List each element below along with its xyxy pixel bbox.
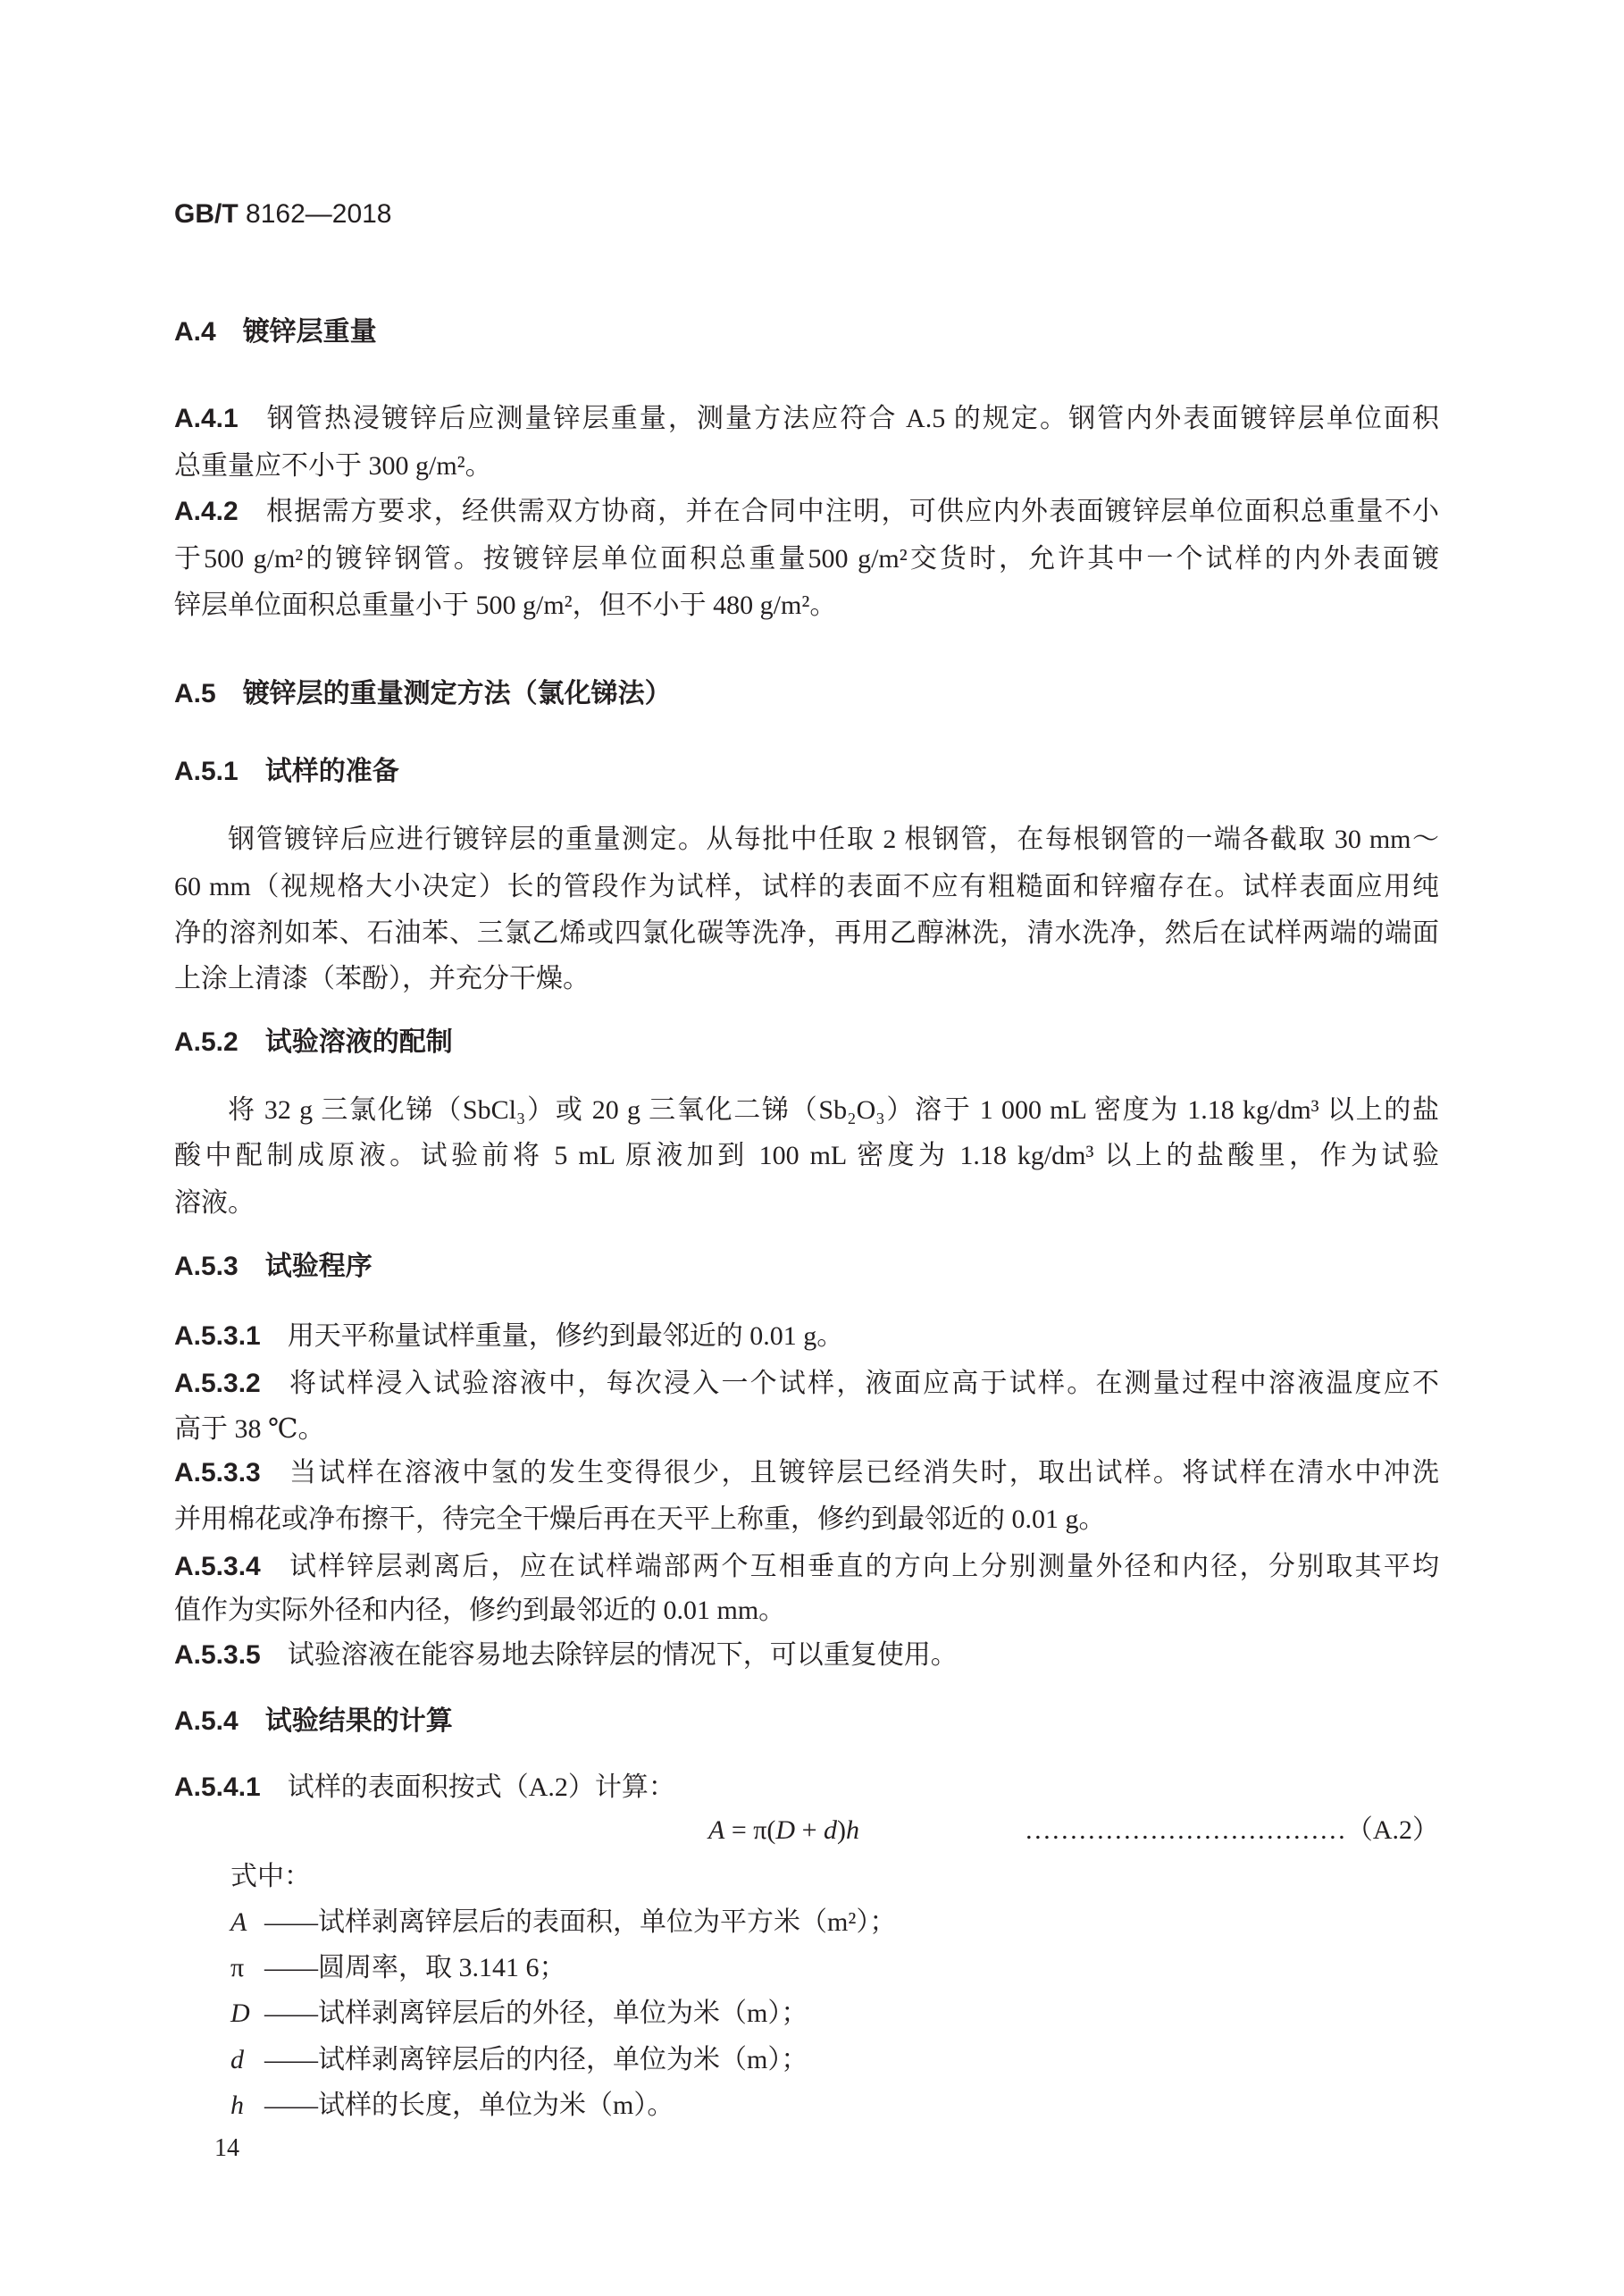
clause-a5-3-4-line [174,1588,1439,1634]
paragraph-text: 净的溶剂如苯、石油苯、三氯乙烯或四氯化碳等洗净，再用乙醇淋洗，清水洗净，然后在试样两端的端面 [174,918,1439,948]
formula-symbol: π [753,1815,767,1845]
paragraph-text: 60 mm（视规格大小决定）长的管段作为试样，试样的表面不应有粗糙面和锌瘤存在。试样表面应用纯 [174,872,1439,901]
clause-a4-2-line [174,489,1439,535]
where-label: 式中： [230,1862,311,1891]
formula-operator: = [724,1815,754,1845]
formula-operator: + [795,1815,824,1845]
clause-number: A.5.3.3 [174,1458,261,1487]
definition-item [230,2082,1439,2129]
definition-text: ——试样剥离锌层后的内径，单位为米（m）； [264,2045,808,2074]
section-number: A.4 [174,317,216,347]
clause-number: A.4.1 [174,404,239,433]
paragraph-line [174,956,1439,1002]
formula-symbol: d [824,1815,837,1845]
clause-text: 将试样浸入试验溶液中，每次浸入一个试样，液面应高于试样。在测量过程中溶液温度应不 [287,1369,1439,1398]
clause-text: 根据需方要求，经供需双方协商，并在合同中注明，可供应内外表面镀锌层单位面积总重量不小 [264,497,1439,526]
clause-number: A.5.3.5 [174,1640,261,1670]
subsection-number: A.5.2 [174,1027,239,1057]
clause-text: 总重量应不小于 300 g/m²。 [174,451,492,481]
clause-number: A.5.4.1 [174,1772,261,1802]
clause-text: 于500 g/m²的镀锌钢管。按镀锌层单位面积总重量500 g/m²交货时，允许其中一个试样的内外表面镀 [174,544,1439,574]
definition-symbol: d [230,2045,244,2074]
formula-number [1025,1807,1439,1854]
clause-a5-3-2-line [174,1406,1439,1453]
clause-number: A.5.3.4 [174,1552,261,1581]
section-heading-a4 [174,309,1439,356]
paragraph-line [174,1087,1439,1134]
paragraph-line [174,910,1439,957]
clause-a5-3-2-line [174,1361,1439,1407]
clause-number: A.4.2 [174,497,239,526]
clause-a4-2-line [174,582,1439,629]
definition-symbol: π [230,1953,245,1982]
paragraph-line [174,1180,1439,1227]
paragraph-text: 酸中配制成原液。试验前将 5 mL 原液加到 100 mL 密度为 1.18 kg/dm³ 以上的盐酸里，作为试验 [174,1141,1439,1170]
clause-a5-3-3-line [174,1496,1439,1543]
section-heading-a5 [174,671,1439,717]
clause-text: 试样的表面积按式（A.2）计算： [287,1772,675,1802]
clause-number: A.5.3.2 [174,1369,261,1398]
subsection-heading-a5-1 [174,749,1439,795]
definition-symbol: D [230,1999,250,2028]
subsection-title: 试验程序 [264,1252,373,1281]
clause-a5-3-5-line [174,1632,1439,1679]
clause-a4-2-line [174,536,1439,582]
formula-paren: ) [837,1815,846,1845]
formula-paren: ( [766,1815,776,1845]
section-number: A.5 [174,679,216,708]
definition-item [230,1945,1439,1991]
formula-reference: （A.2） [1345,1815,1439,1845]
clause-text: 锌层单位面积总重量小于 500 g/m²，但不小于 480 g/m²。 [174,591,837,620]
subsection-heading-a5-2 [174,1019,1439,1066]
subsection-title: 试样的准备 [264,757,399,786]
definition-item [230,1990,1439,2037]
definition-text: ——试样的长度，单位为米（m）。 [264,2091,674,2120]
paragraph-line [174,817,1439,863]
subsection-number: A.5.4 [174,1706,239,1736]
subsection-number: A.5.1 [174,757,239,786]
clause-a4-1-line [174,396,1439,442]
subsection-heading-a5-3 [174,1244,1439,1290]
clause-text: 钢管热浸镀锌后应测量锌层重量，测量方法应符合 A.5 的规定。钢管内外表面镀锌层单位面积 [264,404,1439,433]
clause-a5-3-1-line [174,1313,1439,1360]
clause-a5-3-3-line [174,1450,1439,1496]
subsection-number: A.5.3 [174,1252,239,1281]
clause-text: 用天平称量试样重量，修约到最邻近的 0.01 g。 [287,1321,844,1351]
clause-text: 试样锌层剥离后，应在试样端部两个互相垂直的方向上分别测量外径和内径，分别取其平均 [287,1552,1439,1581]
clause-text: 值作为实际外径和内径，修约到最邻近的 0.01 mm。 [174,1596,786,1625]
paragraph-text: 钢管镀锌后应进行镀锌层的重量测定。从每批中任取 2 根钢管，在每根钢管的一端各截取 30 mm～ [228,825,1439,854]
page-number: 14 [214,2134,239,2162]
paragraph-text: 上涂上清漆（苯酚），并充分干燥。 [174,964,590,993]
formula-leader-dots: ……………………………… [1024,1815,1346,1845]
paragraph-text: 溶液。 [174,1188,255,1218]
clause-a4-1-line [174,443,1439,490]
formula-symbol: A [708,1815,725,1845]
definition-symbol: A [230,1907,247,1937]
definition-text: ——圆周率，取 3.141 6； [264,1953,566,1982]
clause-number: A.5.3.1 [174,1321,261,1351]
definition-item [230,1899,1439,1946]
clause-text: 并用棉花或净布擦干，待完全干燥后再在天平上称重，修约到最邻近的 0.01 g。 [174,1504,1106,1534]
formula-symbol: D [775,1815,796,1845]
paragraph-line [174,1133,1439,1179]
formula-a2 [708,1807,859,1854]
definition-text: ——试样剥离锌层后的外径，单位为米（m）； [264,1999,808,2028]
standard-code-number: 8162—2018 [246,199,392,229]
clause-text: 高于 38 ℃。 [174,1414,325,1444]
section-title: 镀锌层的重量测定方法（氯化锑法） [242,679,672,708]
definition-symbol: h [230,2091,244,2120]
subsection-heading-a5-4 [174,1698,1439,1745]
definition-item [230,2037,1439,2083]
clause-text: 试验溶液在能容易地去除锌层的情况下，可以重复使用。 [287,1640,958,1670]
clause-a5-3-4-line [174,1544,1439,1590]
standard-code-header [174,191,1439,238]
clause-a5-4-1-line [174,1764,1439,1811]
formula-symbol: h [846,1815,859,1845]
standard-code-prefix: GB/T [174,199,239,229]
section-title: 镀锌层重量 [242,317,377,347]
paragraph-line [174,864,1439,910]
definition-text: ——试样剥离锌层后的表面积，单位为平方米（m²）； [264,1907,897,1937]
clause-text: 当试样在溶液中氢的发生变得很少，且镀锌层已经消失时，取出试样。将试样在清水中冲洗 [287,1458,1439,1487]
subsection-title: 试验溶液的配制 [264,1027,453,1057]
subsection-title: 试验结果的计算 [264,1706,453,1736]
paragraph-text: 将 32 g 三氯化锑（SbCl₃）或 20 g 三氧化二锑（Sb₂O₃）溶于 1 000 mL 密度为 1.18 kg/dm³ 以上的盐 [228,1095,1439,1125]
